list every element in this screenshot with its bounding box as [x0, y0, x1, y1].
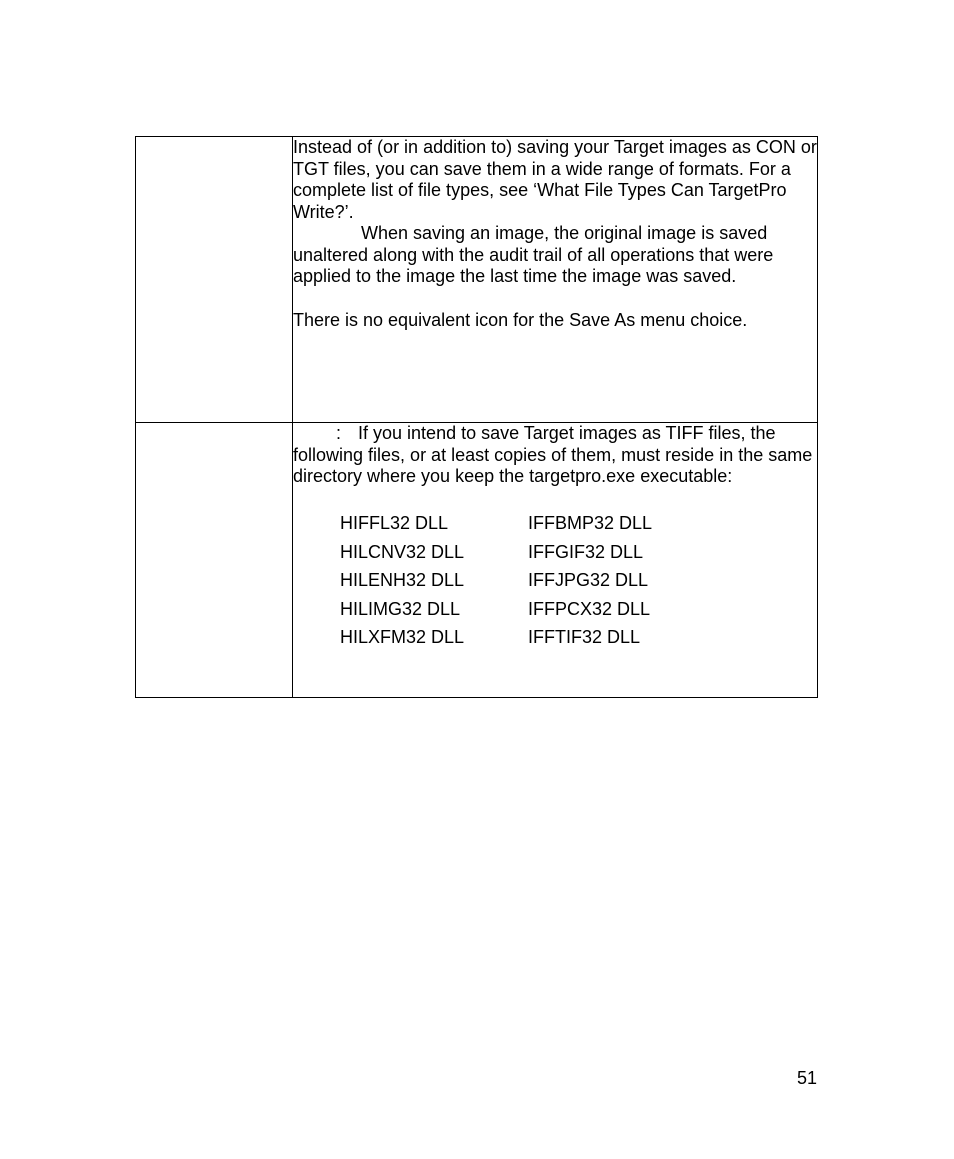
- save-as-paragraph-1: Instead of (or in addition to) saving your Target images as CON or TGT files, you can save them in a wide range of formats. For a complete list of file types, see ‘What File Types Can TargetPro Write?’.: [293, 137, 817, 222]
- list-item: [340, 624, 817, 653]
- dll-file-name: HILIMG32 DLL: [340, 598, 461, 619]
- list-item: [340, 510, 817, 539]
- save-as-paragraph-2: When saving an image, the original image is saved unaltered along with the audit trail of all operations that were applied to the image the last time the image was saved.: [293, 223, 774, 286]
- content-table: [135, 136, 818, 698]
- dll-file-name: IFFGIF32 DLL: [528, 541, 644, 562]
- dll-file-name: IFFPCX32 DLL: [528, 598, 651, 619]
- tiff-note-cell: [293, 423, 818, 698]
- dll-file-name: IFFTIF32 DLL: [528, 627, 641, 647]
- dll-file-name: IFFJPG32 DLL: [528, 570, 649, 590]
- dll-file-name: HILCNV32 DLL: [340, 541, 465, 562]
- note-marker: :: [336, 423, 342, 443]
- save-as-paragraph-3: There is no equivalent icon for the Save As menu choice.: [293, 309, 748, 330]
- tiff-note-paragraph: [293, 423, 817, 488]
- dll-file-name: IFFBMP32 DLL: [528, 513, 653, 533]
- row-label-cell: [136, 423, 293, 698]
- row-description-cell: [293, 137, 818, 423]
- list-item: [340, 567, 817, 596]
- row-label-cell: [136, 137, 293, 423]
- dll-file-name: HILENH32 DLL: [340, 570, 465, 590]
- list-item: [340, 538, 817, 567]
- page-number: 51: [797, 1068, 818, 1088]
- table-row-save-as: [136, 137, 818, 423]
- dll-file-name: HILXFM32 DLL: [340, 627, 465, 647]
- dll-file-name: HIFFL32 DLL: [340, 513, 449, 533]
- note-text: If you intend to save Target images as TIFF files, the following files, or at least copies of them, must reside in the same directory where you keep the targetpro.exe executable:: [293, 423, 813, 486]
- list-item: [340, 595, 817, 624]
- dll-file-list: [340, 510, 817, 653]
- table-row-tiff-note: [136, 423, 818, 698]
